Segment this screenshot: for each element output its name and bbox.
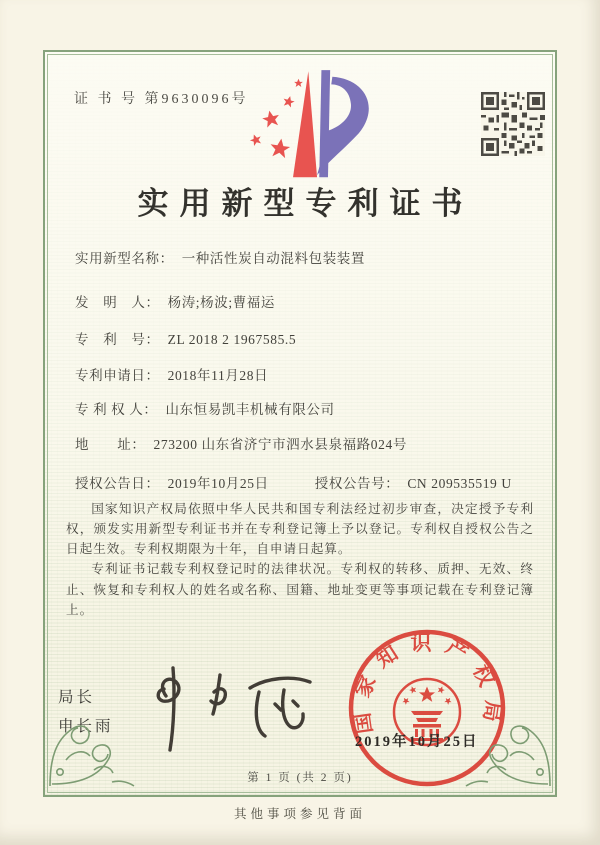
- grant-date-label: 授权公告日：: [75, 476, 160, 491]
- field-value: 一种活性炭自动混料包装装置: [181, 251, 366, 266]
- field-label: 发 明 人：: [75, 295, 160, 310]
- legal-paragraph-1: 国家知识产权局依照中华人民共和国专利法经过初步审查，决定授予专利权，颁发实用新型专利证书并在专利登记簿上予以登记。专利权自授权公告之日起生效。专利权期限为十年，自申请日起算。: [66, 502, 534, 557]
- certificate-number: 证 书 号 第9630096号: [74, 92, 249, 107]
- field-value: ZL 2018 2 1967585.5: [167, 332, 297, 347]
- certificate-title: 实用新型专利证书: [137, 186, 474, 221]
- field-label: 专 利 号：: [75, 332, 160, 347]
- field-value: 2018年11月28日: [167, 368, 269, 383]
- field-row-filing-date: [75, 364, 525, 384]
- legal-text: [66, 499, 534, 620]
- grant-date-value: 2019年10月25日: [167, 476, 269, 491]
- seal-date: 2019年10月25日: [355, 734, 479, 750]
- field-label: 实用新型名称：: [75, 251, 174, 266]
- seal-agency-text: 国家知识产权局: [348, 631, 506, 736]
- field-row-address: [75, 433, 525, 453]
- page-number: 第 1 页 (共 2 页): [247, 772, 353, 784]
- field-label: 专 利 权 人：: [75, 402, 158, 417]
- field-row-patentee: [75, 398, 525, 418]
- grant-number-value: CN 209535519 U: [407, 476, 512, 491]
- field-row-patent-number: [75, 328, 525, 348]
- field-label: 地 址：: [75, 437, 146, 452]
- grant-number-label: 授权公告号：: [314, 476, 400, 491]
- field-label: 专利申请日：: [75, 368, 160, 383]
- director-name: 申长雨: [58, 717, 114, 735]
- field-row-grant: [75, 472, 525, 492]
- field-value: 山东恒易凯丰机械有限公司: [165, 402, 335, 417]
- field-value: 杨涛;杨波;曹福运: [167, 295, 276, 310]
- director-signature: [126, 662, 326, 754]
- field-row-inventors: [75, 291, 525, 311]
- field-value: 273200 山东省济宁市泗水县泉福路024号: [153, 437, 407, 452]
- back-side-note: 其他事项参见背面: [233, 807, 366, 821]
- director-title: 局长: [58, 689, 96, 706]
- cnipa-logo-icon: [238, 68, 383, 186]
- field-row-name: [75, 247, 525, 267]
- legal-paragraph-2: 专利证书记载专利权登记时的法律状况。专利权的转移、质押、无效、终止、恢复和专利权人的姓名或名称、国籍、地址变更等事项记载在专利登记簿上。: [66, 562, 534, 617]
- qr-code: [481, 92, 545, 156]
